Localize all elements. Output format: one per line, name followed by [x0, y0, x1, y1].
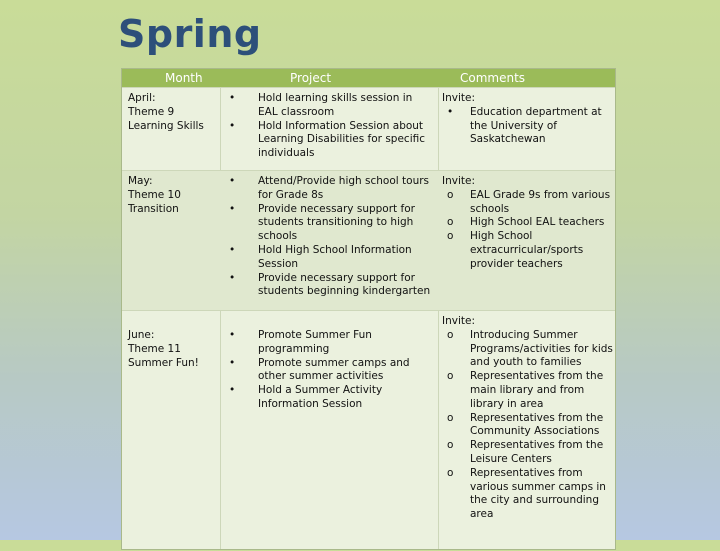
list-item: o EAL Grade 9s from various schools — [447, 188, 611, 215]
month-cell: May: Theme 10 Transition — [128, 175, 181, 215]
project-cell — [225, 329, 435, 412]
project-cell — [225, 92, 435, 161]
list-item: o Representatives from the Leisure Centers — [447, 439, 604, 465]
list-item: • Promote Summer Fun programming — [229, 329, 372, 355]
list-item: • Provide necessary support for students transitioning to high schools — [229, 202, 415, 243]
list-item: • Attend/Provide high school tours for Grade 8s — [229, 175, 430, 201]
header-month: Month — [165, 71, 203, 85]
table-row — [122, 170, 615, 311]
header-project: Project — [290, 71, 332, 85]
list-item: • Hold High School Information Session — [229, 243, 412, 270]
list-item: • Education department at the University of Saskatchewan — [447, 105, 602, 146]
list-item: o Representatives from various summer camps in the city and surrounding area — [447, 466, 606, 521]
table-row — [122, 310, 615, 551]
list-item: • Hold Information Session about Learning Disabilities for specific individuals — [229, 119, 425, 160]
list-item: • Hold a Summer Activity Information Session — [229, 384, 383, 410]
table-header — [122, 69, 615, 87]
list-item: o High School EAL teachers — [447, 216, 605, 229]
list-item: • Hold learning skills session in EAL classroom — [229, 92, 413, 118]
list-item: o Representatives from the Community Associations — [447, 411, 604, 438]
list-item: o Introducing Summer Programs/activities for kids and youth to families — [447, 328, 613, 369]
comments-cell: Invite: o EAL Grade 9s from various schools o High School EAL teachers o High School extracurricular/sports provider teachers — [442, 175, 614, 272]
month-cell: April: Theme 9 Learning Skills — [128, 92, 204, 132]
list-item: • Promote summer camps and other summer activities — [229, 356, 410, 383]
list-item: o Representatives from the main library and from library in area — [447, 370, 604, 410]
comments-cell: Invite: o Introducing Summer Programs/activities for kids and youth to families o Representatives from the main library and from library in area o Representatives from the Community Associations o Representatives from the Leisure Centers o Representatives from various summer camps in the city and surrounding area — [442, 315, 613, 521]
month-cell: June: Theme 11 Summer Fun! — [128, 329, 199, 369]
page-title: Spring — [118, 12, 262, 56]
project-cell — [225, 175, 435, 299]
header-comments: Comments — [460, 71, 526, 85]
list-item: • Provide necessary support for students beginning kindergarten — [229, 271, 431, 298]
table-row — [122, 87, 615, 171]
comments-cell: Invite: • Education department at the University of Saskatchewan — [442, 92, 614, 147]
spring-table — [121, 68, 616, 550]
list-item: o High School extracurricular/sports provider teachers — [447, 230, 584, 270]
